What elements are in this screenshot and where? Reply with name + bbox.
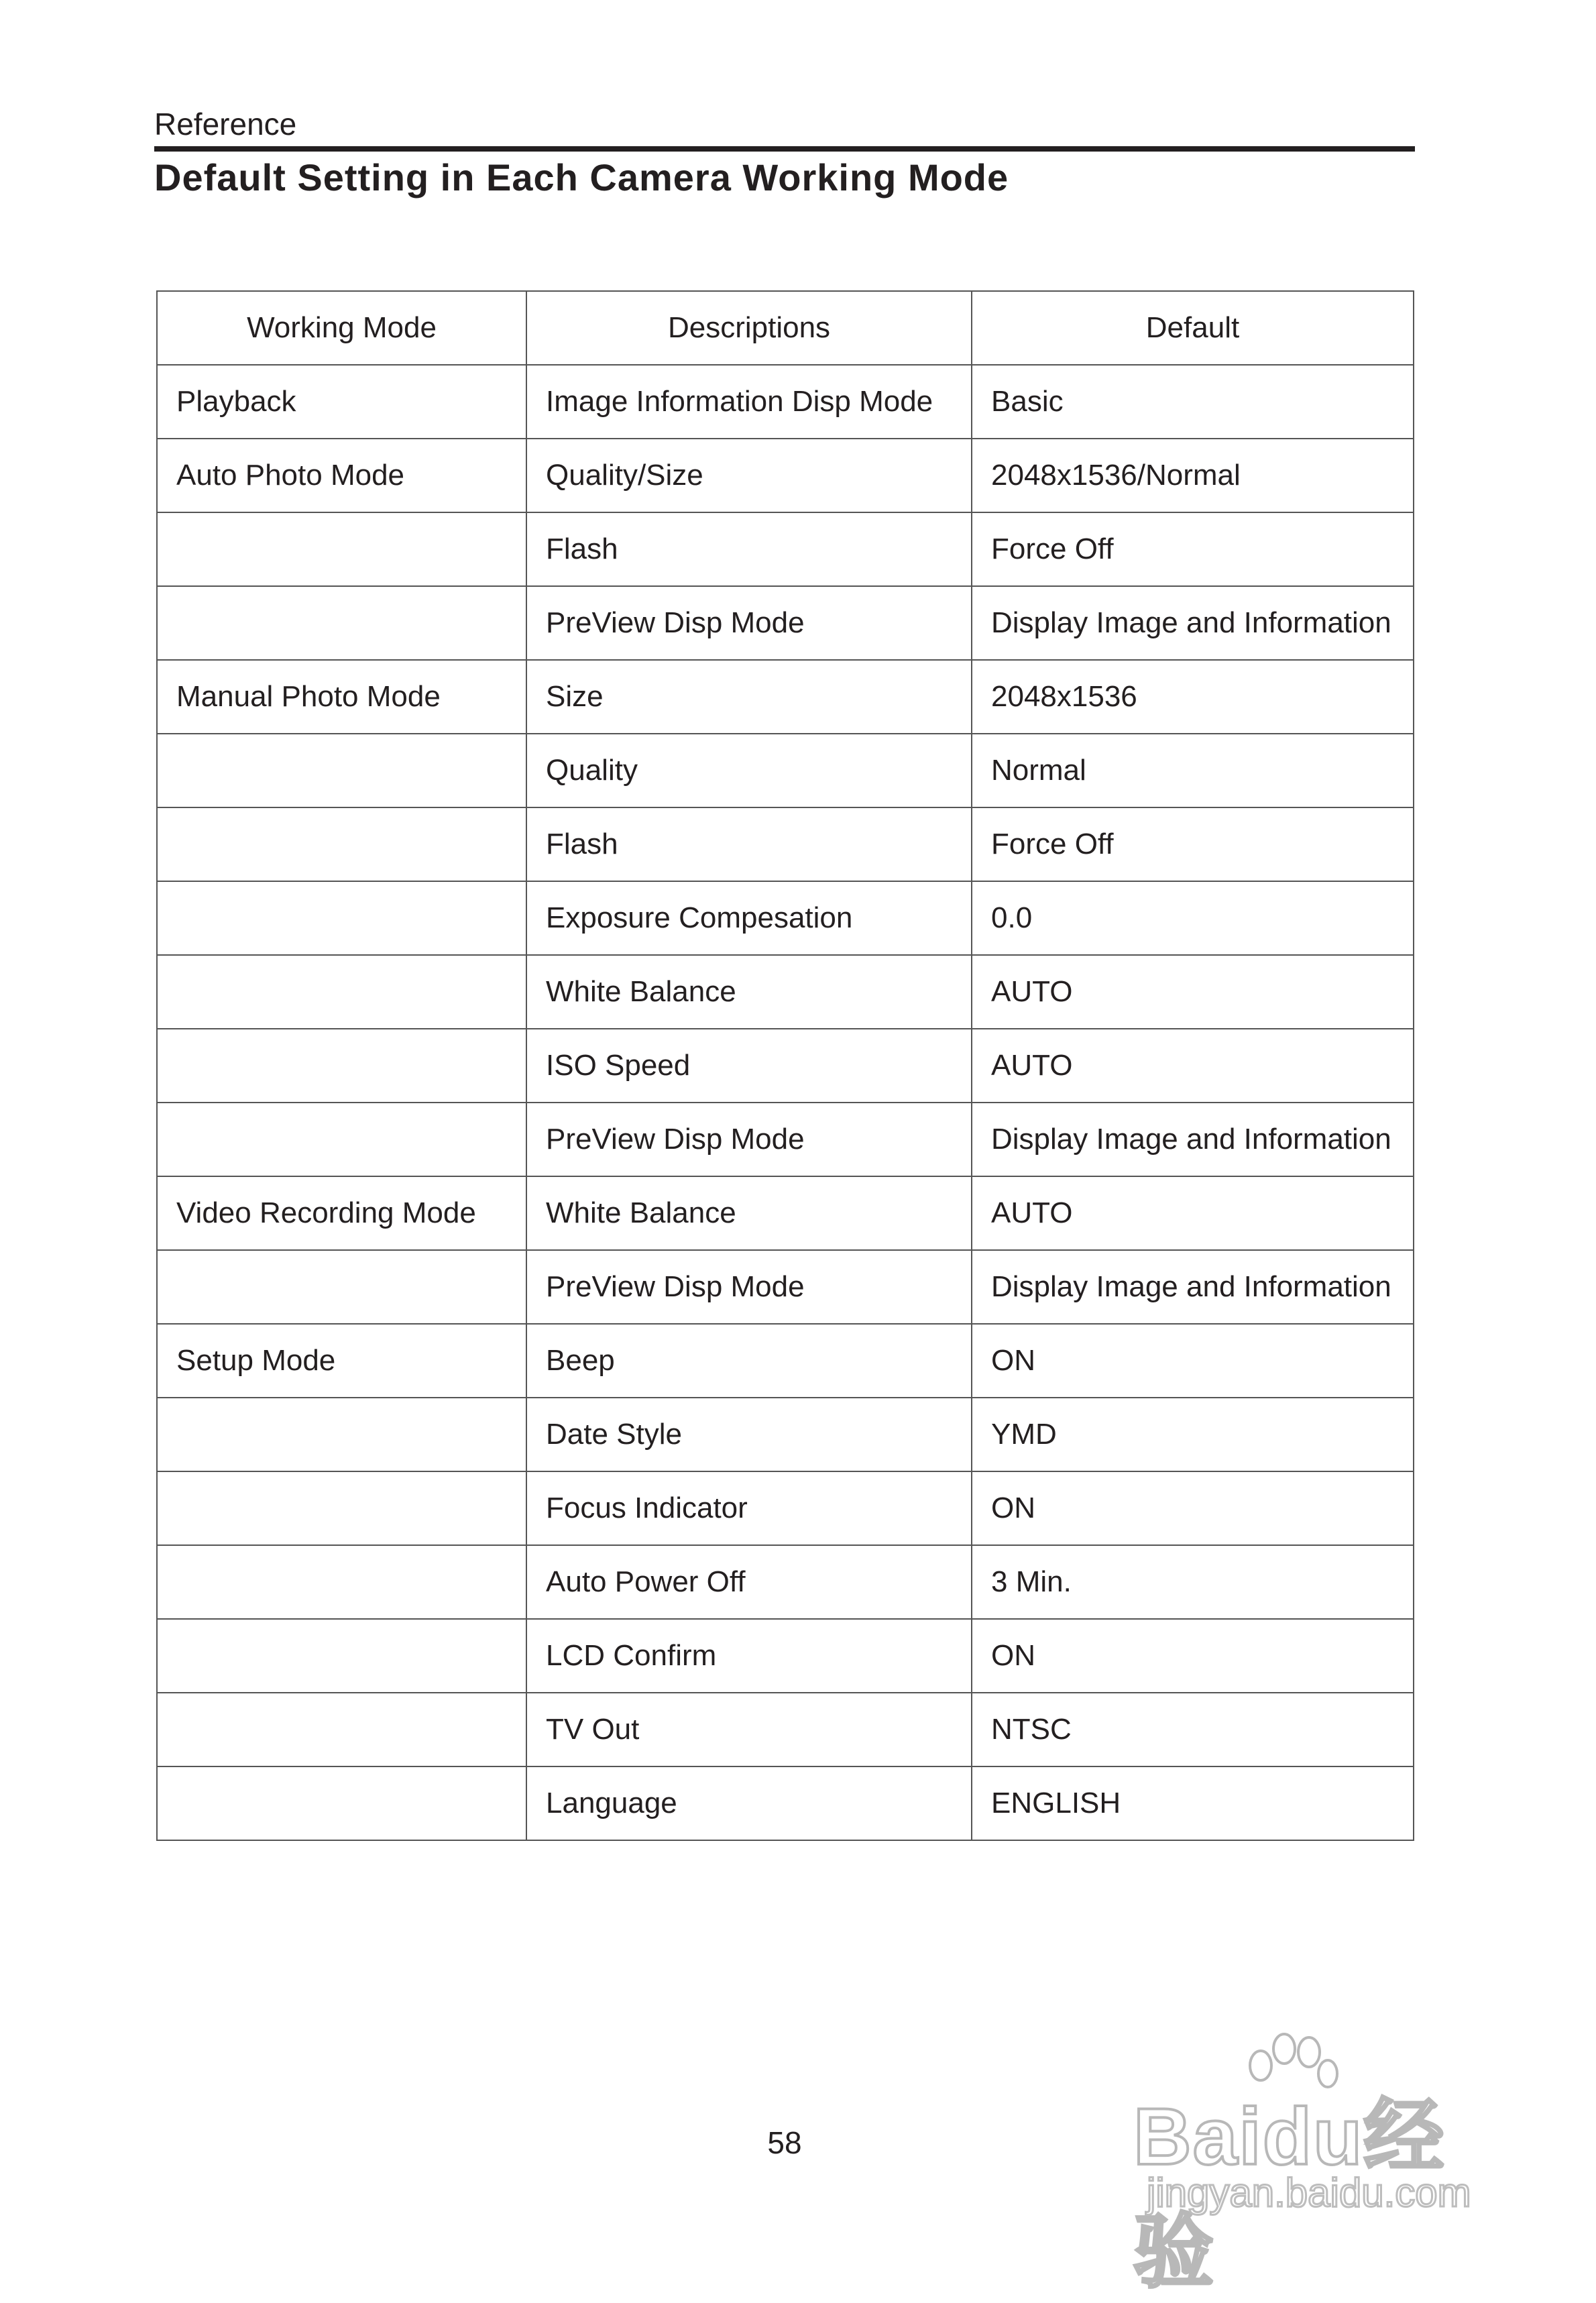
description-cell: PreView Disp Mode xyxy=(526,586,972,660)
description-cell: Exposure Compesation xyxy=(526,881,972,955)
table-row xyxy=(157,1398,1414,1471)
table-row xyxy=(157,365,1414,439)
working-mode-cell xyxy=(157,586,526,660)
description-cell: Language xyxy=(526,1766,972,1840)
default-cell: Basic xyxy=(972,365,1414,439)
default-cell: Normal xyxy=(972,734,1414,807)
description-cell: Size xyxy=(526,660,972,734)
description-cell: White Balance xyxy=(526,955,972,1029)
table-body xyxy=(157,365,1414,1840)
default-cell: Force Off xyxy=(972,807,1414,881)
working-mode-cell xyxy=(157,1545,526,1619)
description-cell: Quality xyxy=(526,734,972,807)
default-cell: Display Image and Information xyxy=(972,1250,1414,1324)
working-mode-cell xyxy=(157,1398,526,1471)
default-cell: ON xyxy=(972,1471,1414,1545)
description-cell: Quality/Size xyxy=(526,439,972,512)
default-cell: NTSC xyxy=(972,1693,1414,1766)
description-cell: ISO Speed xyxy=(526,1029,972,1103)
working-mode-cell: Video Recording Mode xyxy=(157,1176,526,1250)
working-mode-cell xyxy=(157,1250,526,1324)
header-rule xyxy=(154,146,1415,152)
description-cell: LCD Confirm xyxy=(526,1619,972,1693)
table-row xyxy=(157,734,1414,807)
working-mode-cell: Auto Photo Mode xyxy=(157,439,526,512)
settings-table xyxy=(156,290,1414,1841)
table-row xyxy=(157,1766,1414,1840)
description-cell: Image Information Disp Mode xyxy=(526,365,972,439)
page-number: 58 xyxy=(767,2125,802,2160)
description-cell: TV Out xyxy=(526,1693,972,1766)
default-cell: ON xyxy=(972,1619,1414,1693)
table-row xyxy=(157,660,1414,734)
description-cell: Auto Power Off xyxy=(526,1545,972,1619)
working-mode-cell xyxy=(157,734,526,807)
watermark-logo-text: Baidu经验 xyxy=(1133,2092,1446,2297)
table-row xyxy=(157,1103,1414,1176)
section-label: Reference xyxy=(154,107,297,142)
working-mode-cell xyxy=(157,1029,526,1103)
description-cell: White Balance xyxy=(526,1176,972,1250)
default-cell: AUTO xyxy=(972,1029,1414,1103)
table-row xyxy=(157,955,1414,1029)
baidu-watermark xyxy=(1133,2032,1509,2297)
working-mode-cell xyxy=(157,1471,526,1545)
default-cell: ENGLISH xyxy=(972,1766,1414,1840)
description-cell: Date Style xyxy=(526,1398,972,1471)
column-header-descriptions: Descriptions xyxy=(526,291,972,365)
working-mode-cell xyxy=(157,807,526,881)
default-cell: AUTO xyxy=(972,1176,1414,1250)
default-cell: YMD xyxy=(972,1398,1414,1471)
description-cell: PreView Disp Mode xyxy=(526,1103,972,1176)
paw-icon xyxy=(1234,2025,1341,2106)
table-row xyxy=(157,1029,1414,1103)
column-header-default: Default xyxy=(972,291,1414,365)
default-cell: AUTO xyxy=(972,955,1414,1029)
default-cell: Display Image and Information xyxy=(972,586,1414,660)
table-row xyxy=(157,1324,1414,1398)
description-cell: PreView Disp Mode xyxy=(526,1250,972,1324)
table-row xyxy=(157,1176,1414,1250)
default-cell: Display Image and Information xyxy=(972,1103,1414,1176)
working-mode-cell xyxy=(157,955,526,1029)
page-title: Default Setting in Each Camera Working Mode xyxy=(154,156,1009,199)
working-mode-cell: Manual Photo Mode xyxy=(157,660,526,734)
default-cell: 0.0 xyxy=(972,881,1414,955)
table-row xyxy=(157,881,1414,955)
table-row xyxy=(157,807,1414,881)
working-mode-cell xyxy=(157,1103,526,1176)
working-mode-cell xyxy=(157,1619,526,1693)
working-mode-cell xyxy=(157,1693,526,1766)
default-cell: 3 Min. xyxy=(972,1545,1414,1619)
default-cell: 2048x1536/Normal xyxy=(972,439,1414,512)
working-mode-cell: Setup Mode xyxy=(157,1324,526,1398)
description-cell: Flash xyxy=(526,512,972,586)
working-mode-cell xyxy=(157,512,526,586)
table-row xyxy=(157,1619,1414,1693)
table-row xyxy=(157,586,1414,660)
column-header-working-mode: Working Mode xyxy=(157,291,526,365)
description-cell: Beep xyxy=(526,1324,972,1398)
working-mode-cell: Playback xyxy=(157,365,526,439)
table-row xyxy=(157,1693,1414,1766)
table-row xyxy=(157,512,1414,586)
default-cell: ON xyxy=(972,1324,1414,1398)
default-cell: Force Off xyxy=(972,512,1414,586)
description-cell: Focus Indicator xyxy=(526,1471,972,1545)
table-row xyxy=(157,1545,1414,1619)
working-mode-cell xyxy=(157,1766,526,1840)
table-row xyxy=(157,439,1414,512)
table-row xyxy=(157,1471,1414,1545)
working-mode-cell xyxy=(157,881,526,955)
table-row xyxy=(157,1250,1414,1324)
table-header-row xyxy=(157,291,1414,365)
description-cell: Flash xyxy=(526,807,972,881)
watermark-url: jingyan.baidu.com xyxy=(1147,2170,1471,2215)
default-cell: 2048x1536 xyxy=(972,660,1414,734)
